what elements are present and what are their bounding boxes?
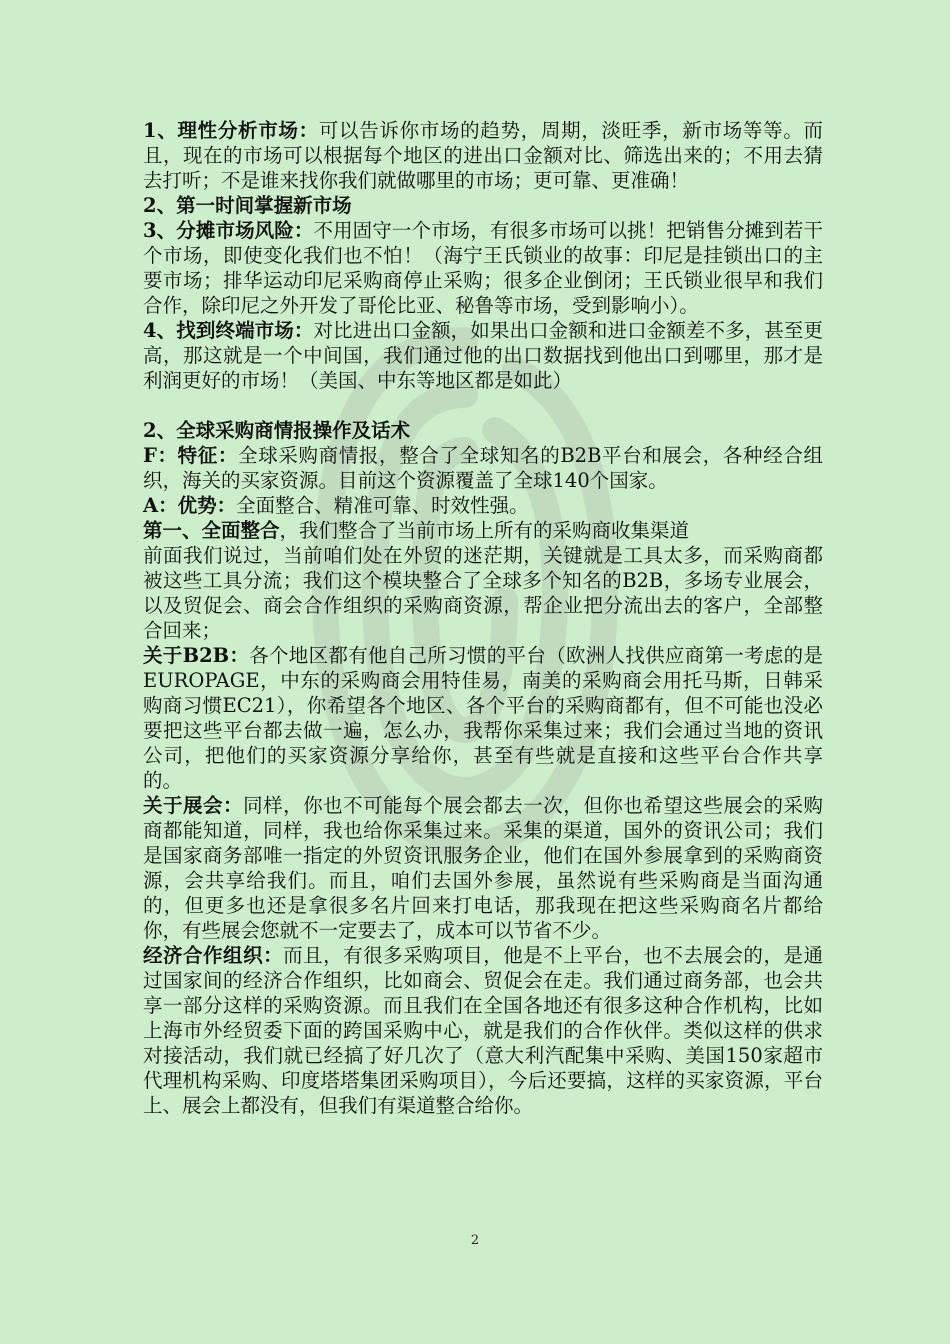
advantage-label: A：优势：: [143, 494, 237, 517]
paragraph-economic-org: [143, 943, 823, 1118]
page-number: 2: [470, 1233, 480, 1248]
document-body: [143, 118, 823, 1118]
expo-label: 关于展会：: [143, 794, 244, 817]
first-integration-label: 第一、全面整合: [143, 519, 280, 542]
paragraph-end-market: [143, 318, 823, 393]
economic-org-label: 经济合作组织：: [143, 944, 284, 967]
integration-detail-text: 前面我们说过，当前咱们处在外贸的迷茫期，关键就是工具太多，而采购商都被这些工具分流；我们这个模块整合了全球多个知名的B2B，多场专业展会，以及贸促会、商会合作组织的采购商资源，帮企业把分流出去的客户，全部整合回来；: [143, 544, 823, 642]
risk-spread-text: 不用固守一个市场，有很多市场可以挑！把销售分摊到若干个市场，即使变化我们也不怕！（海宁王氏锁业的故事：印尼是挂锁出口的主要市场；排华运动印尼采购商停止采购；很多企业倒闭；王氏锁业很早和我们合作，除印尼之外开发了哥伦比亚、秘鲁等市场，受到影响小）。: [143, 219, 823, 317]
section2-heading: 2、全球采购商情报操作及话术: [143, 419, 411, 442]
feature-text: 全球采购商情报，整合了全球知名的B2B平台和展会，各种经合组织，海关的买家资源。目前这个资源覆盖了全球140个国家。: [143, 444, 823, 492]
paragraph-integration-detail: [143, 543, 823, 643]
new-market-heading: 2、第一时间掌握新市场: [143, 194, 352, 217]
paragraph-new-market: [143, 193, 823, 218]
paragraph-market-analysis: [143, 118, 823, 193]
market-analysis-text: 可以告诉你市场的趋势，周期，淡旺季，新市场等等。而且，现在的市场可以根据每个地区的进出口金额对比、筛选出来的；不用去猜去打听；不是谁来找你我们就做哪里的市场；更可靠、更准确！: [143, 119, 823, 192]
advantage-text: 全面整合、精准可靠、时效性强。: [236, 494, 529, 517]
paragraph-b2b: [143, 643, 823, 793]
risk-spread-heading: 3、分摊市场风险：: [143, 219, 314, 242]
expo-text: 同样，你也不可能每个展会都去一次，但你也希望这些展会的采购商都能知道，同样，我也给你采集过来。采集的渠道，国外的资讯公司；我们是国家商务部唯一指定的外贸资讯服务企业，他们在国外参展拿到的采购商资源，会共享给我们。而且，咱们去国外参展，虽然说有些采购商是当面沟通的，但更多也还是拿很多名片回来打电话，那我现在把这些采购商名片都给你，有些展会您就不一定要去了，成本可以节省不少。: [143, 794, 823, 942]
first-integration-text: ，我们整合了当前市场上所有的采购商收集渠道: [279, 519, 690, 542]
end-market-heading: 4、找到终端市场：: [143, 319, 314, 342]
b2b-text: 各个地区都有他自己所习惯的平台（欧洲人找供应商第一考虑的是EUROPAGE，中东的采购商会用特佳易，南美的采购商会用托马斯，日韩采购商习惯EC21），你希望各个地区、各个平台的采购商都有，但不可能也没必要把这些平台都去做一遍，怎么办，我帮你采集过来；我们会通过当地的资讯公司，把他们的买家资源分享给你，甚至有些就是直接和这些平台合作共享的。: [143, 644, 823, 792]
market-analysis-heading: 1、理性分析市场：: [143, 119, 319, 142]
paragraph-feature: [143, 443, 823, 493]
paragraph-risk-spread: [143, 218, 823, 318]
paragraph-expo: [143, 793, 823, 943]
end-market-text: 对比进出口金额，如果出口金额和进口金额差不多，甚至更高，那这就是一个中间国，我们通过他的出口数据找到他出口到哪里，那才是利润更好的市场！（美国、中东等地区都是如此）: [143, 319, 823, 392]
section-spacer: [143, 393, 823, 418]
paragraph-first-integration: [143, 518, 823, 543]
economic-org-text: 而且，有很多采购项目，他是不上平台，也不去展会的，是通过国家间的经济合作组织，比如商会、贸促会在走。我们通过商务部，也会共享一部分这样的采购资源。而且我们在全国各地还有很多这种合作机构，比如上海市外经贸委下面的跨国采购中心，就是我们的合作伙伴。类似这样的供求对接活动，我们就已经搞了好几次了（意大利汽配集中采购、美国150家超市代理机构采购、印度塔塔集团采购项目），今后还要搞，这样的买家资源，平台上、展会上都没有，但我们有渠道整合给你。: [143, 944, 823, 1117]
feature-label: F：特征：: [143, 444, 239, 467]
b2b-label: 关于B2B：: [143, 644, 250, 667]
paragraph-section2-heading: [143, 418, 823, 443]
paragraph-advantage: [143, 493, 823, 518]
